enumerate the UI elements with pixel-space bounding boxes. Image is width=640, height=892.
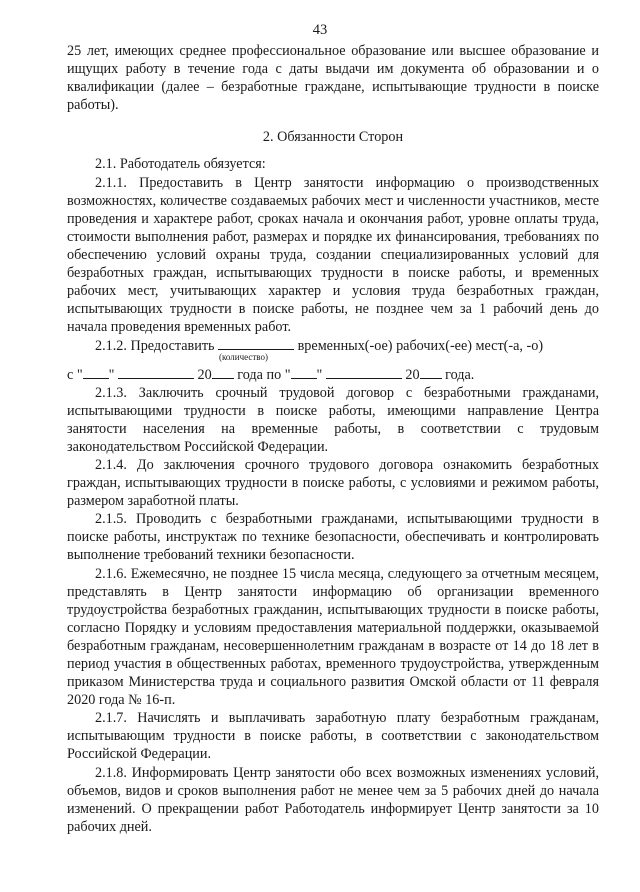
date-to-year-blank: [420, 365, 442, 379]
date-range-line: [67, 365, 599, 384]
clause-2-1-1: 2.1.1. Предоставить в Центр занятости информацию о производственных возможностях, количестве создаваемых рабочих мест и численности участников, месте проведения и характере работ, сроках начала и окончания работ, уровне оплаты труда, стоимости выполнения работ, размерах и порядке их финансирования, требованиях по обеспечению условий охраны труда, создании специализированных условий для безработных граждан, испытывающих трудности в поиске работы, и временных рабочих мест, учитывающих характер и условия труда безработных граждан, испытывающих трудности в поиске работы, не позднее чем за 1 рабочий день до начала проведения временных работ.: [67, 174, 599, 336]
date-to-day-blank: [291, 365, 317, 379]
clause-2-1-2-suffix: временных(-ое) рабочих(-ее) мест(-а, -о): [297, 338, 544, 355]
date-to-quote: ": [316, 366, 323, 383]
section-title: 2. Обязанности Сторон: [262, 129, 404, 146]
page-number: 43: [312, 22, 328, 38]
intro-paragraph: 25 лет, имеющих среднее профессиональное образование или высшее образование и ищущих работу в течение года с даты выдачи им документа об образовании и о квалификации (далее – безработные граждане, испытывающие трудности в поиске работы).: [67, 43, 599, 114]
clause-2-1-5: 2.1.5. Проводить с безработными гражданами, испытывающими трудности в поиске работы, инструктаж по технике безопасности, обеспечивать и контролировать выполнение требований техники безопасности.: [67, 511, 599, 564]
quantity-blank: [218, 336, 294, 350]
clause-2-1-3: 2.1.3. Заключить срочный трудовой договор с безработными гражданами, испытывающими трудности в поиске работы, имеющими направление Центра занятости населения на временные работы, в соответствии с трудовым законодательством Российской Федерации.: [67, 384, 599, 455]
date-to-month-blank: [326, 365, 402, 379]
date-from-quote: ": [108, 366, 115, 383]
date-from-year-blank: [212, 365, 234, 379]
clause-2-1-4: 2.1.4. До заключения срочного трудового договора ознакомить безработных граждан, испытывающих трудности в поиске работы, с условиями и режимом работы, размером заработной платы.: [67, 456, 599, 510]
clause-2-1-6: 2.1.6. Ежемесячно, не позднее 15 числа месяца, следующего за отчетным месяцем, представлять в Центр занятости информацию об организации временного трудоустройства безработных гражданин, испытывающих трудности в поиске работы, согласно Порядку и условиям предоставления материальной поддержки, оказываемой безработным гражданам, несовершеннолетним гражданам в возрасте от 14 до 18 лет в период участия в общественных работах, временного трудоустройства, утвержденным приказом Министерства труда и социального развития Омской области от 11 февраля 2020 года № 16-п.: [67, 565, 599, 709]
clause-2-1-7: 2.1.7. Начислять и выплачивать заработную плату безработным гражданам, испытывающим трудности в поиске работы, в соответствии с законодательством Российской Федерации.: [67, 710, 599, 763]
date-from-month-blank: [118, 365, 194, 379]
document-body: [67, 42, 599, 836]
date-from-day-blank: [83, 365, 109, 379]
clause-2-1-2: [67, 336, 599, 355]
clause-2-1: 2.1. Работодатель обязуется:: [95, 156, 266, 173]
date-to-year-prefix: 20: [405, 366, 420, 383]
date-to-label: года по ": [237, 366, 291, 383]
date-from-prefix: с ": [67, 366, 83, 383]
quantity-caption-row: [67, 351, 599, 365]
clause-2-1-2-prefix: 2.1.2. Предоставить: [95, 338, 215, 355]
quantity-caption: (количество): [219, 351, 268, 362]
date-from-year-prefix: 20: [197, 366, 212, 383]
date-end-label: года.: [445, 366, 475, 383]
clause-2-1-8: 2.1.8. Информировать Центр занятости обо всех возможных изменениях условий, объемов, видов и сроков выполнения работ не менее чем за 5 рабочих дней до начала изменений. О прекращении работ Работодатель информирует Центр занятости за 10 рабочих дней.: [67, 764, 599, 835]
